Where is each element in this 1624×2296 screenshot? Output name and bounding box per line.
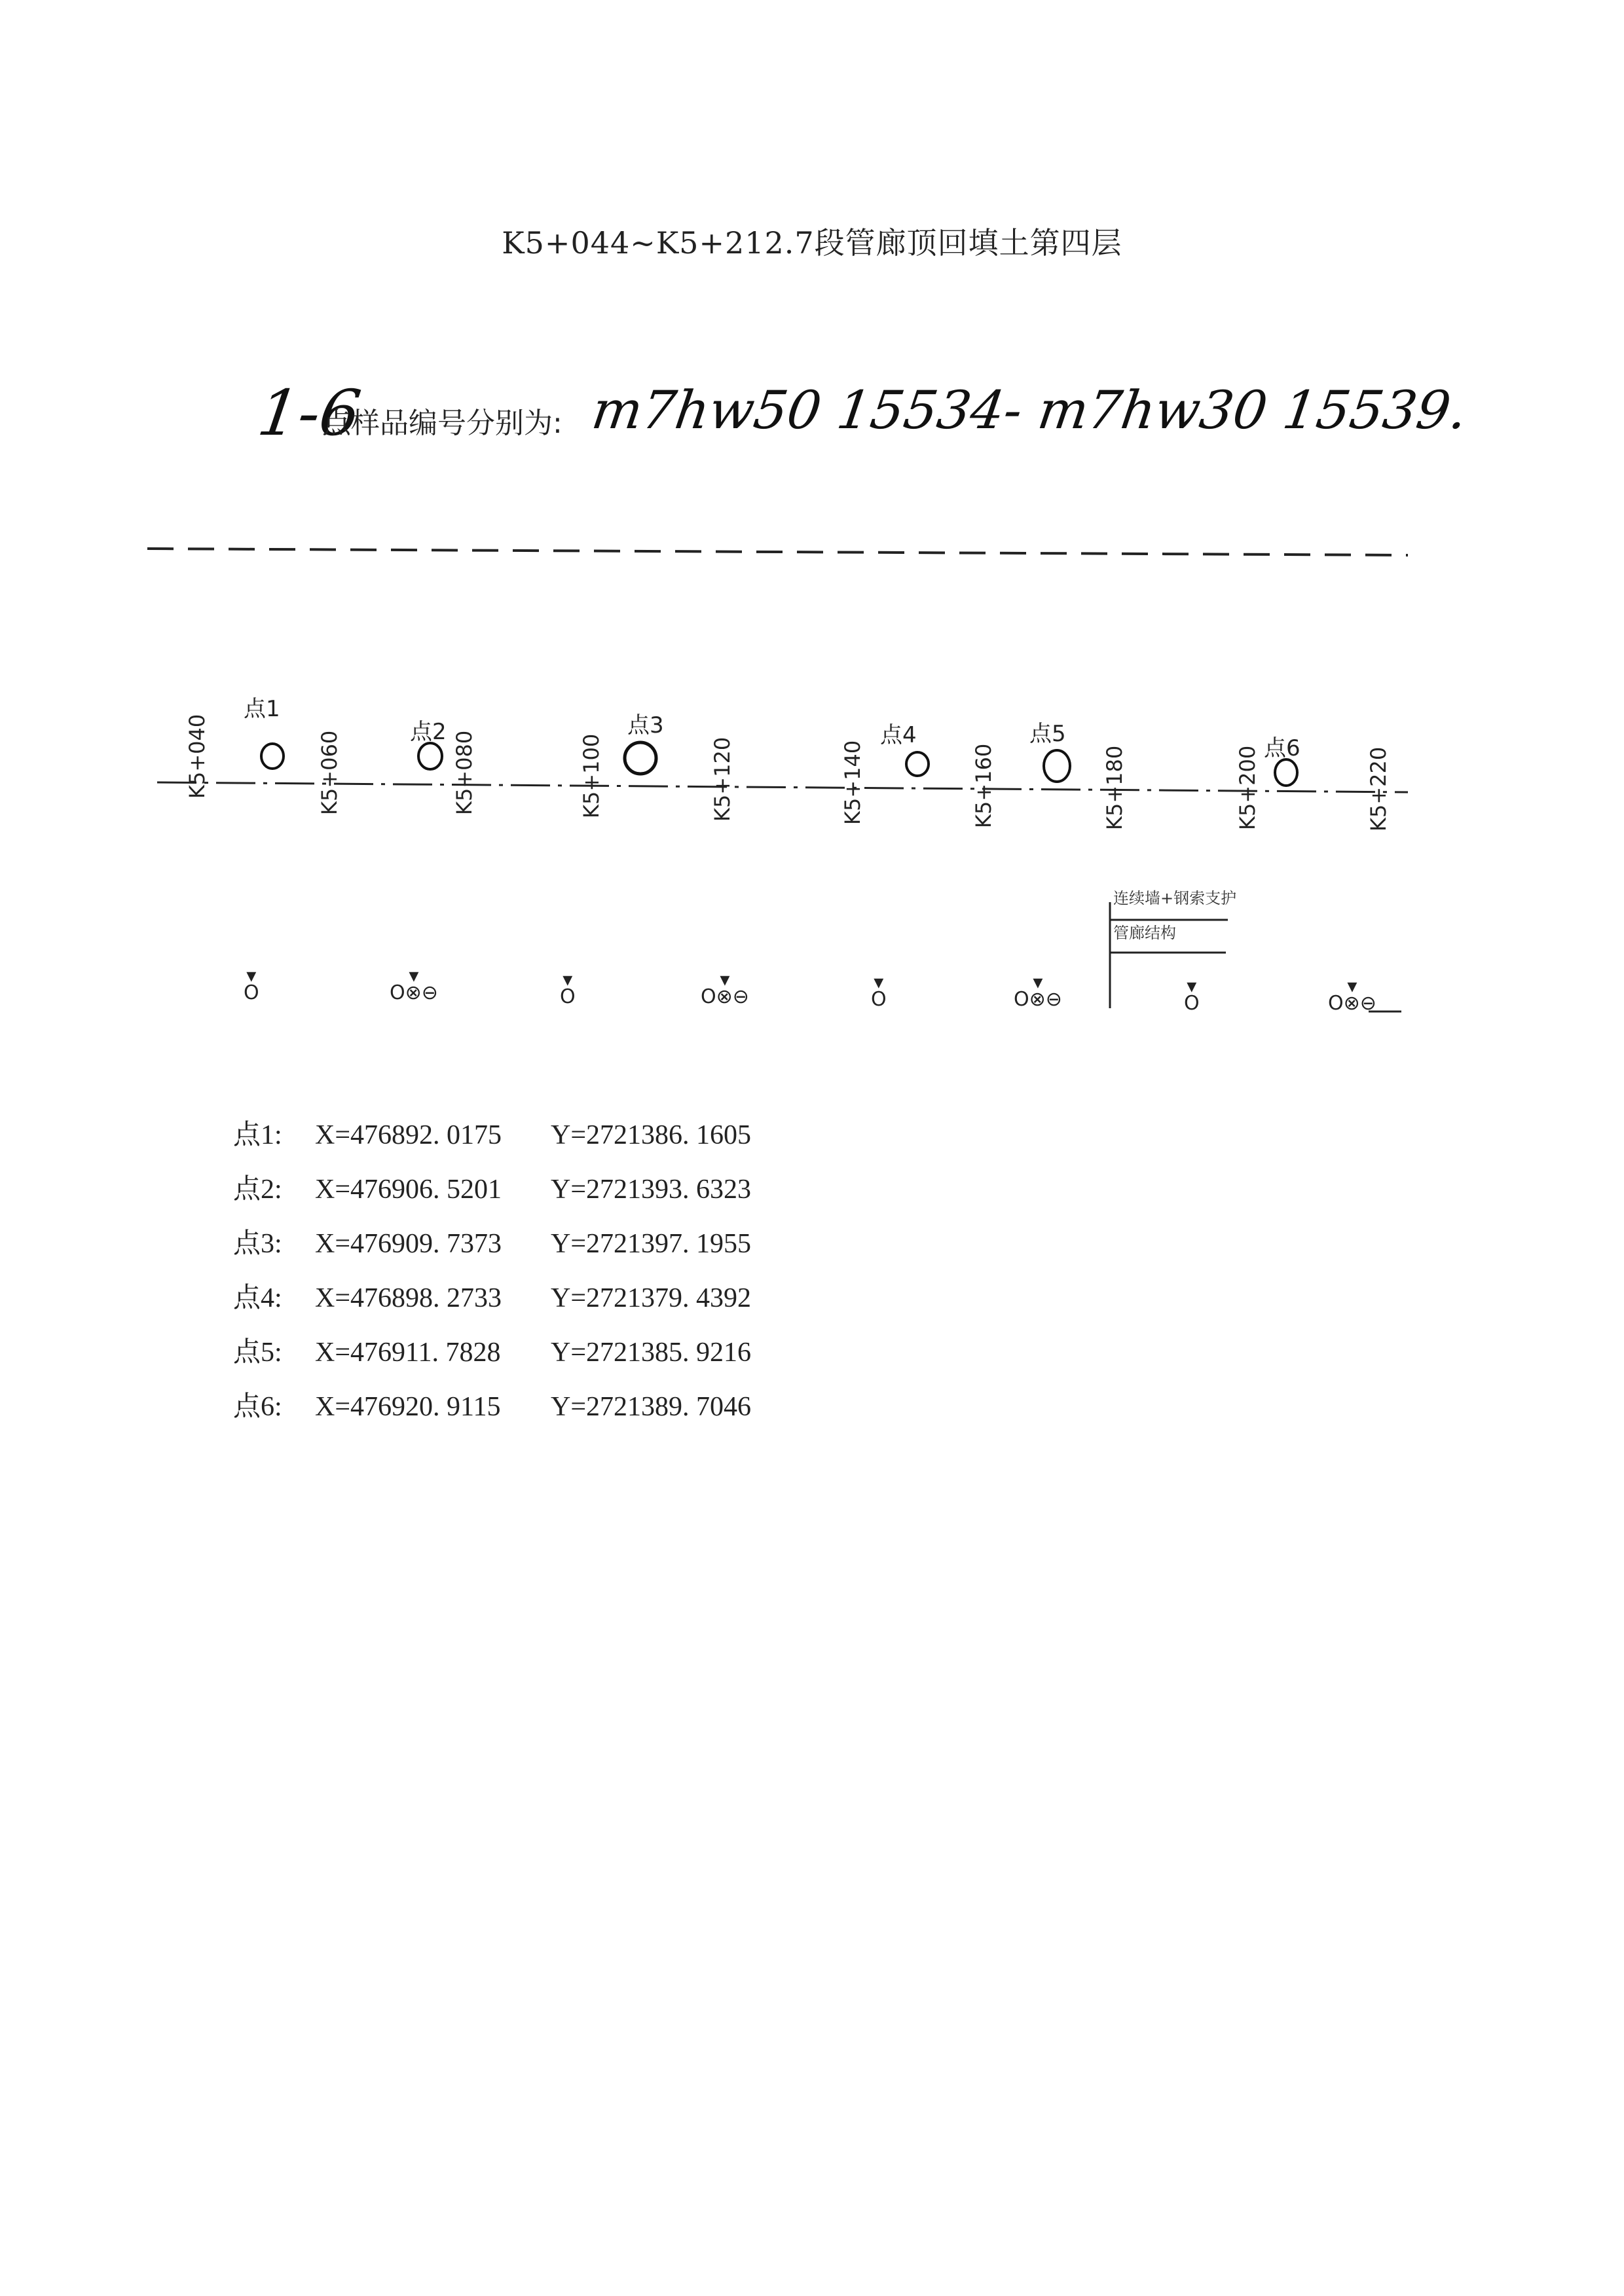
x-coordinate: X=476909. 7373 [315,1229,502,1259]
circle-point-3 [625,742,656,774]
point-name: 点6: [233,1392,282,1422]
symbol-group: ▾ O⊗⊖ [1328,975,1376,1015]
symbol-group: ▾ O [871,971,887,1011]
page-title: K5+044~K5+212.7段管廊顶回填土第四层 [502,225,1122,261]
station-label: K5+220 [1366,746,1391,831]
station-label: K5+080 [452,730,477,815]
dashed-separator [147,549,1408,555]
circle-point-2 [418,743,442,769]
point-name: 点2: [233,1175,282,1205]
handwritten-range: 1-6 [253,376,365,450]
y-coordinate: Y=2721386. 1605 [551,1120,752,1150]
circle-point-5 [1044,750,1070,782]
point-name: 点5: [233,1338,282,1368]
station-label: K5+180 [1102,745,1127,830]
x-coordinate: X=476911. 7828 [315,1338,501,1368]
y-coordinate: Y=2721379. 4392 [551,1283,752,1313]
symbol-group: ▾ O⊗⊖ [1014,971,1062,1011]
chainage-baseline [157,782,1408,792]
x-coordinate: X=476892. 0175 [315,1120,502,1150]
x-coordinate: X=476898. 2733 [315,1283,502,1313]
point-label: 点4 [880,722,917,748]
sample-label: 点样品编号分别为: [322,407,563,440]
sample-circles [261,742,1297,786]
point-name: 点1: [233,1120,282,1150]
circle-point-6 [1275,759,1297,786]
station-label: K5+040 [185,714,210,799]
point-label: 点6 [1264,735,1301,761]
point-label: 点2 [410,719,447,745]
handwritten-sample-numbers: m7hw50 15534- m7hw30 15539. [588,380,1471,441]
x-coordinate: X=476906. 5201 [315,1175,502,1205]
point-name: 点4: [233,1283,282,1313]
point-name: 点3: [233,1229,282,1259]
coordinate-row [219,1353,751,1424]
station-label: K5+200 [1235,745,1260,830]
legend-line-2: 管廊结构 [1113,924,1176,942]
y-coordinate: Y=2721385. 9216 [551,1338,752,1368]
y-coordinate: Y=2721389. 7046 [551,1392,752,1422]
y-coordinate: Y=2721393. 6323 [551,1175,752,1205]
legend-line-1: 连续墙+钢索支护 [1113,889,1237,907]
circle-point-1 [261,744,284,769]
station-label: K5+140 [840,740,865,825]
symbol-group: ▾ O [1184,975,1200,1015]
circle-point-4 [906,752,929,776]
y-coordinate: Y=2721397. 1955 [551,1229,752,1259]
symbol-group: ▾ O [244,964,259,1004]
point-label: 点5 [1029,721,1066,747]
x-coordinate: X=476920. 9115 [315,1392,501,1422]
station-label: K5+100 [579,733,604,818]
point-label: 点3 [627,712,664,738]
station-label: K5+120 [710,737,735,822]
symbol-group: ▾ O [560,968,576,1008]
symbol-group: ▾ O⊗⊖ [390,964,438,1004]
symbol-group: ▾ O⊗⊖ [701,968,749,1008]
point-label: 点1 [244,696,280,722]
station-label: K5+160 [971,743,996,828]
station-label: K5+060 [317,730,342,815]
